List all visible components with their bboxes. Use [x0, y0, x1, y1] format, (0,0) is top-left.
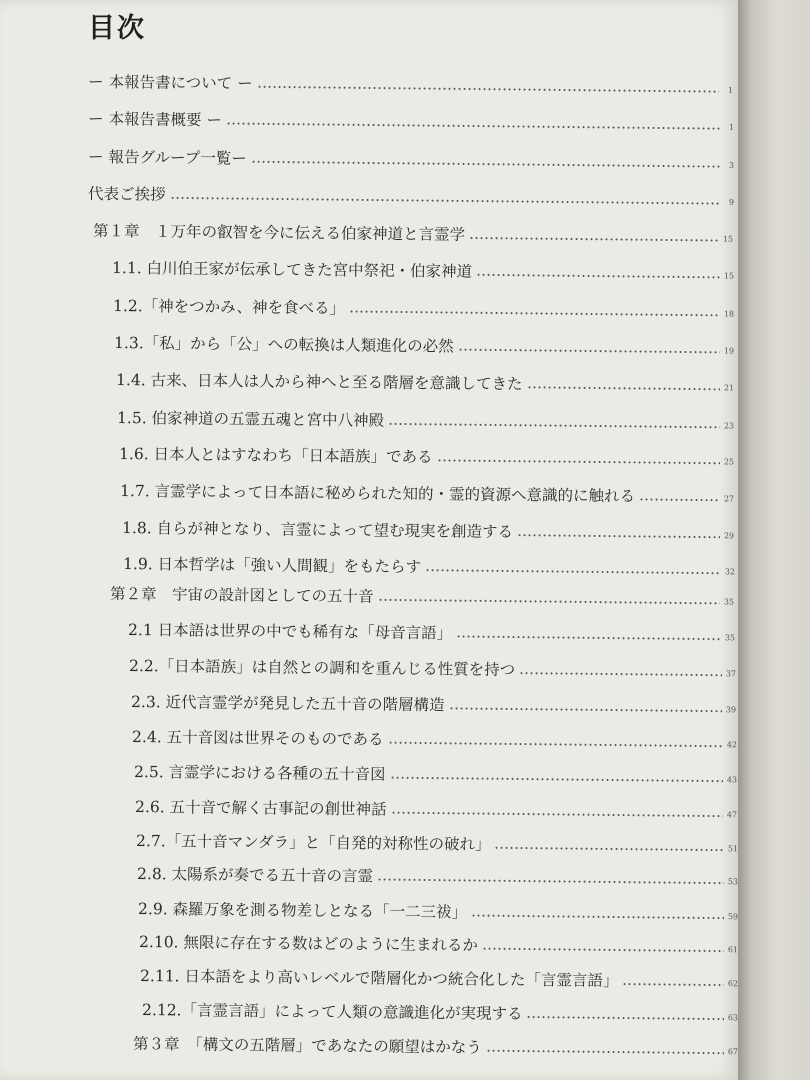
toc-leader-dots: [471, 914, 724, 919]
toc-entry-title: 第３章 「構文の五階層」であなたの願望はかなう: [133, 1035, 482, 1057]
toc-entry-title: 第１章 １万年の叡智を今に伝える伯家神道と言霊学: [93, 222, 466, 244]
toc-entry-title: 1.6. 日本人とはすなわち「日本語族」である: [119, 445, 433, 467]
toc-entry: [132, 721, 737, 753]
toc-page-number: 59: [727, 912, 739, 922]
toc-entry-title: 1.3.「私」から「公」への転換は人類進化の必然: [114, 334, 454, 356]
toc-page-number: 1: [728, 122, 735, 132]
toc-page-number: 53: [727, 877, 739, 887]
toc-page-number: 32: [724, 567, 736, 577]
toc-page-number: 42: [726, 740, 738, 750]
toc-leader-dots: [527, 386, 720, 390]
toc-entry-title: ー 本報告書概要 ー: [88, 110, 223, 130]
toc-leader-dots: [425, 569, 721, 574]
toc-entry-title: 2.5. 言霊学における各種の五十音図: [134, 763, 386, 784]
toc-page-number: 62: [727, 979, 739, 989]
toc-leader-dots: [391, 812, 723, 817]
toc-leader-dots: [639, 498, 720, 501]
toc-entry: [114, 327, 734, 359]
toc-entry: [88, 178, 734, 211]
toc-entry: [131, 686, 736, 718]
toc-page-number: 47: [726, 810, 738, 820]
toc-leader-dots: [526, 1016, 723, 1020]
toc-entry-title: 代表ご挨拶: [88, 185, 166, 204]
toc-entry-title: ー 本報告書について ー: [88, 73, 253, 93]
toc-page-number: 23: [723, 421, 735, 431]
toc-entry-title: 2.8. 太陽系が奏でる五十音の言霊: [137, 865, 374, 886]
toc-leader-dots: [170, 197, 720, 205]
toc-entry-title: 2.9. 森羅万象を測る物差しとなる「一二三祓」: [138, 900, 468, 922]
toc-entry-title: 1.9. 日本哲学は「強い人間観」をもたらす: [123, 555, 422, 577]
toc-entry-title: 2.12.「言霊言語」によって人類の意識進化が実現する: [142, 1001, 523, 1023]
toc-entry: [88, 141, 734, 174]
toc-leader-dots: [378, 599, 720, 605]
toc-entry: [133, 1028, 738, 1060]
toc-leader-dots: [482, 948, 724, 953]
toc-entry: [113, 290, 734, 323]
toc-entry-title: 1.7. 言霊学によって日本語に秘められた知的・霊的資源へ意識的に触れる: [120, 482, 636, 506]
toc-leader-dots: [257, 86, 719, 93]
toc-page-number: 19: [723, 346, 735, 356]
toc-page-number: 39: [725, 705, 737, 715]
toc-page-number: 51: [727, 844, 739, 854]
toc-entry: [110, 578, 734, 611]
toc-leader-dots: [622, 983, 723, 986]
toc-page-number: 25: [723, 457, 735, 467]
toc-entry-title: 第２章 宇宙の設計図としての五十音: [110, 585, 374, 606]
toc-entry: [128, 614, 735, 646]
toc-entry: [93, 215, 733, 248]
toc-entry: [119, 438, 734, 470]
toc-leader-dots: [390, 777, 723, 782]
toc-leader-dots: [476, 274, 720, 279]
toc-entry: [139, 926, 738, 958]
toc-page-number: 35: [724, 633, 736, 643]
toc-entry: [120, 475, 734, 507]
toc-page-number: 63: [727, 1013, 739, 1023]
toc-entry-title: 1.5. 伯家神道の五霊五魂と宮中八神殿: [117, 409, 385, 430]
toc-entry-title: 2.6. 五十音で解く古事記の創世神話: [135, 798, 387, 819]
toc-leader-dots: [388, 423, 720, 428]
toc-page-number: 61: [727, 945, 739, 955]
toc-leader-dots: [456, 635, 721, 640]
toc-entry: [123, 548, 735, 580]
page-title: 目次: [88, 13, 146, 44]
book-gutter: [738, 0, 810, 1080]
toc-page-number: 9: [728, 197, 735, 207]
toc-entry: [117, 402, 734, 434]
toc-entry-title: 1.2.「神をつかみ、神を食べる」: [113, 297, 346, 318]
toc-entry-title: 2.10. 無限に存在する数はどのように生まれるか: [139, 933, 479, 955]
toc-entry: [88, 103, 734, 136]
toc-entry-title: 2.2.「日本語族」は自然との調和を重んじる性質を持つ: [129, 657, 516, 680]
toc-entry: [142, 994, 738, 1026]
toc-page-number: 18: [723, 309, 735, 319]
toc-leader-dots: [226, 122, 720, 129]
toc-entry-title: 2.7.「五十音マンダラ」と「自発的対称性の破れ」: [136, 832, 491, 854]
toc-page-number: 43: [726, 775, 738, 785]
toc-leader-dots: [388, 742, 723, 748]
toc-leader-dots: [517, 534, 720, 538]
toc-entry: [116, 364, 734, 396]
toc-entry: [88, 66, 733, 99]
toc-entry-title: 2.11. 日本語をより高いレベルで階層化かつ統合化した「言霊言語」: [140, 967, 619, 991]
toc-page-number: 67: [727, 1047, 739, 1057]
toc-entry: [134, 756, 737, 788]
toc-page-number: 1: [727, 85, 734, 95]
toc-page-number: 35: [723, 597, 735, 607]
toc-leader-dots: [377, 879, 724, 885]
toc-page-number: 21: [723, 383, 735, 393]
toc-entry: [135, 791, 737, 823]
toc-page-number: 29: [723, 531, 735, 541]
toc-leader-dots: [519, 672, 722, 676]
toc-entry-title: ー 報告グループ一覧ー: [88, 148, 247, 168]
toc-entry: [136, 825, 738, 857]
toc-leader-dots: [251, 161, 720, 168]
toc-entry-title: 1.1. 白川伯王家が伝承してきた宮中祭祀・伯家神道: [112, 259, 473, 281]
toc-entry: [122, 512, 734, 544]
toc-leader-dots: [437, 459, 720, 464]
toc-entry-title: 2.4. 五十音図は世界そのものである: [132, 728, 384, 749]
toc-leader-dots: [469, 237, 719, 242]
toc-entry-title: 2.3. 近代言霊学が発見した五十音の階層構造: [131, 693, 445, 715]
toc-entry-title: 1.8. 自らが神となり、言霊によって望む現実を創造する: [122, 519, 514, 542]
toc-page-number: 15: [723, 271, 735, 281]
toc-entry: [137, 858, 738, 890]
toc-page-number: 37: [725, 669, 737, 679]
toc-page-number: 15: [722, 234, 734, 244]
toc-page-number: 3: [728, 160, 735, 170]
toc-entry-title: 1.4. 古来、日本人は人から神へと至る階層を意識してきた: [116, 371, 523, 394]
toc-leader-dots: [486, 1050, 724, 1054]
toc-entry: [129, 650, 736, 682]
toc-leader-dots: [495, 847, 724, 851]
toc-entry: [140, 960, 738, 992]
toc-entry: [138, 893, 738, 925]
toc-leader-dots: [449, 707, 722, 712]
toc-leader-dots: [349, 310, 720, 316]
toc-leader-dots: [458, 349, 720, 354]
toc-entry: [112, 252, 734, 285]
toc-page-number: 27: [723, 494, 735, 504]
toc-entry-title: 2.1 日本語は世界の中でも稀有な「母音言語」: [128, 621, 453, 643]
